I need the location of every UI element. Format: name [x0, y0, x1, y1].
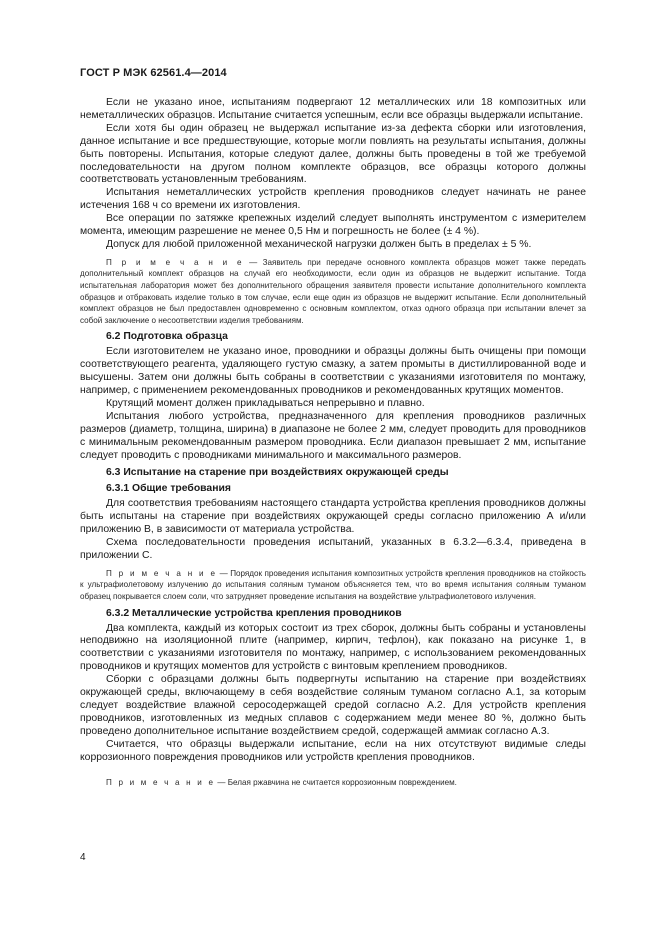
note-text: — Белая ржавчина не считается коррозионным повреждением.: [215, 777, 457, 787]
section-heading: 6.2 Подготовка образца: [106, 331, 228, 343]
subsection-heading: 6.3.1 Общие требования: [106, 483, 231, 495]
paragraph: Сборки с образцами должны быть подвергнуты испытанию на старение при воздействиях окружающей среды, включающему в себя воздействие соляным туманом согласно А.1, за которым следует воздействие влажной серосодержащей средой согласно А.2. Для устройств крепления проводников, изготовленных из медных сплавов с содержанием меди менее 80 %, должно быть проведено дополнительное испытание воздействием средой, содержащей аммиак согласно А.3.: [80, 674, 586, 737]
paragraph: Если изготовителем не указано иное, проводники и образцы должны быть очищены при помощи соответствующего реагента, удаляющего густую смазку, а затем промыты в дистиллированной воде и высушены. Затем они должны быть собраны в соответствии с указаниями изготовителя по монтажу, например, с применением рекомендованных проводников и рекомендованных крутящих моментов.: [80, 346, 586, 397]
note: [80, 568, 586, 603]
paragraph: Испытания любого устройства, предназначенного для крепления проводников различных размеров (диаметр, толщина, ширина) в диапазоне не более 2 мм, следует проводить для проводников с минимальным рекомендованным размером проводника. Если диапазон превышает 2 мм, испытание следует проводить с проводниками минимального и максимального размеров.: [80, 410, 586, 461]
paragraph: Испытания неметаллических устройств крепления проводников следует начинать не ранее истечения 168 ч со времени их изготовления.: [80, 187, 586, 212]
note-label: П р и м е ч а н и е: [106, 568, 218, 578]
note-text: — Порядок проведения испытания композитных устройств крепления проводников на стойкость к ультрафиолетовому излучению до испытания соляным туманом объясняется тем, что во время испытания соляным туманом образец покрывается слоем соли, что затрудняет проведение испытания на воздействие ультрафиолетового излучения.: [80, 568, 587, 602]
paragraph: Считается, что образцы выдержали испытание, если на них отсутствуют видимые следы коррозионного повреждения проводников или устройств крепления проводников.: [80, 738, 586, 763]
subsection-heading: 6.3.2 Металлические устройства крепления проводников: [106, 607, 402, 619]
note-label: П р и м е ч а н и е: [106, 257, 244, 267]
paragraph: Крутящий момент должен прикладываться непрерывно и плавно.: [106, 397, 425, 409]
section-heading: 6.3 Испытание на старение при воздействиях окружающей среды: [106, 466, 449, 478]
paragraph: Если хотя бы один образец не выдержал испытание из-за дефекта сборки или изготовления, данное испытание и все предшествующие, которые могли повлиять на результаты испытания, должны быть повторены. Испытания, которые следуют далее, должны быть проведены в той же требуемой последовательности на другом полном комплекте образцов, все образцы которого должны соответствовать установленным требованиям.: [80, 122, 586, 186]
page-header: ГОСТ Р МЭК 62561.4—2014: [80, 67, 227, 79]
page-number: 4: [80, 852, 86, 863]
document-body: [80, 97, 586, 793]
note-text: — Заявитель при передаче основного комплекта образцов может также передать дополнительный комплект образцов на случай его необходимости, если один из образцов не выдержит испытание. Тогда испытательная лаборатория может без дополнительного обращения заявителя провести испытание дополнительного комплекта образцов и отбраковать изделие только в том случае, если еще один из образцов не выдержит испытание. Если дополнительный комплект образцов не был предоставлен одновременно с основным комплектом, отказ одного образца при испытании влечет за собой заключение о несоответствии изделия требованиям.: [80, 257, 586, 325]
paragraph: Схема последовательности проведения испытаний, указанных в 6.3.2—6.3.4, приведена в приложении С.: [80, 537, 586, 561]
note: [80, 777, 586, 789]
note: [80, 257, 586, 327]
paragraph: Для соответствия требованиям настоящего стандарта устройства крепления проводников должны быть испытаны на старение при воздействиях окружающей среды согласно приложению А и/или приложению В, в зависимости от материала устройства.: [80, 498, 586, 536]
note-label: П р и м е ч а н и е: [106, 777, 216, 787]
paragraph: Допуск для любой приложенной механической нагрузки должен быть в пределах ± 5 %.: [106, 238, 532, 250]
paragraph: Если не указано иное, испытаниям подвергают 12 металлических или 18 композитных или неметаллических образцов. Испытание считается успешным, если все образцы выдержали испытание.: [80, 97, 586, 121]
paragraph: Два комплекта, каждый из которых состоит из трех сборок, должны быть собраны и установлены неподвижно на изоляционной плите (например, кирпич, тефлон), как показано на рисунке 1, в соответствии с указаниями изготовителя по монтажу, например, с использованием рекомендованных проводников и крутящих моментов для устройств с винтовым креплением проводников.: [80, 622, 586, 673]
paragraph: Все операции по затяжке крепежных изделий следует выполнять инструментом с измерителем момента, имеющим разрешение не менее 0,5 Нм и погрешность не более (± 4 %).: [80, 213, 586, 238]
